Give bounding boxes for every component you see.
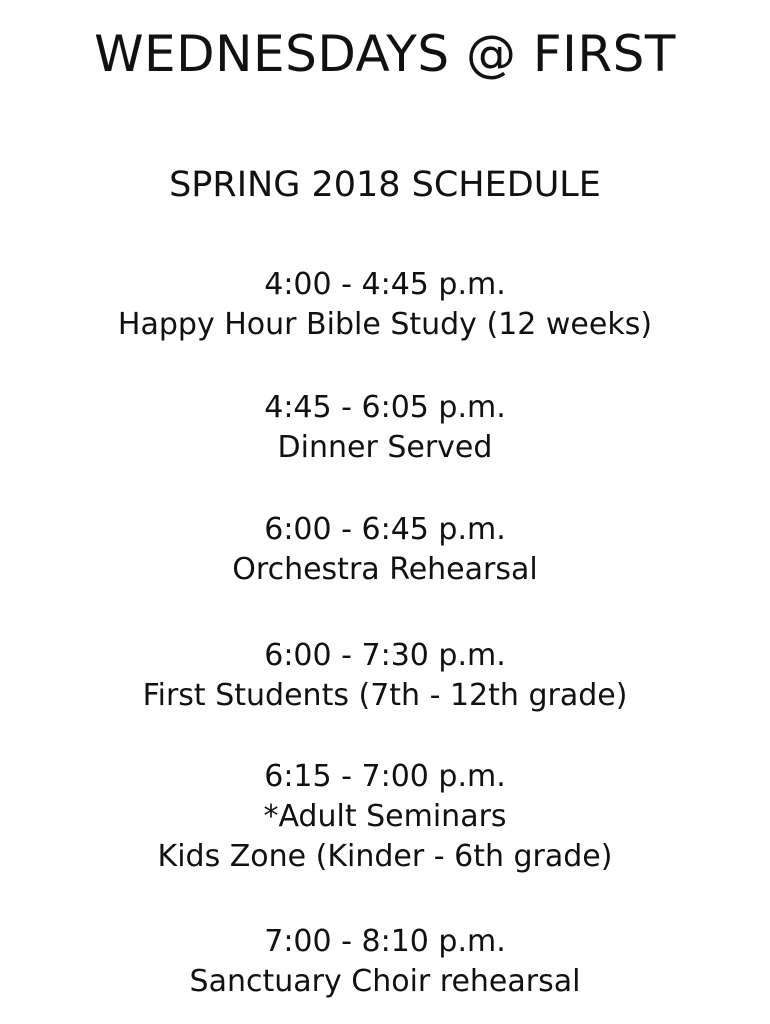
schedule-entry xyxy=(0,388,770,468)
schedule-event: Dinner Served xyxy=(277,430,493,465)
page-title: WEDNESDAYS @ FIRST xyxy=(94,25,676,83)
schedule-time: 7:00 - 8:10 p.m. xyxy=(264,924,506,959)
schedule-event: Kids Zone (Kinder - 6th grade) xyxy=(157,839,613,874)
schedule-time: 6:15 - 7:00 p.m. xyxy=(264,759,506,794)
schedule-time: 4:45 - 6:05 p.m. xyxy=(264,390,506,425)
schedule-time: 6:00 - 7:30 p.m. xyxy=(264,638,506,673)
schedule-event: Happy Hour Bible Study (12 weeks) xyxy=(117,307,653,342)
schedule-entry xyxy=(0,510,770,590)
schedule-time: 4:00 - 4:45 p.m. xyxy=(264,267,506,302)
schedule-event: First Students (7th - 12th grade) xyxy=(142,678,628,713)
schedule-event: Orchestra Rehearsal xyxy=(232,552,538,587)
schedule-entry xyxy=(0,636,770,716)
schedule-event: *Adult Seminars xyxy=(263,799,507,834)
schedule-event: Sanctuary Choir rehearsal xyxy=(189,964,581,999)
schedule-subtitle: SPRING 2018 SCHEDULE xyxy=(169,165,601,205)
schedule-entry xyxy=(0,757,770,877)
schedule-entry xyxy=(0,922,770,1002)
schedule-time: 6:00 - 6:45 p.m. xyxy=(264,512,506,547)
schedule-entry xyxy=(0,265,770,345)
